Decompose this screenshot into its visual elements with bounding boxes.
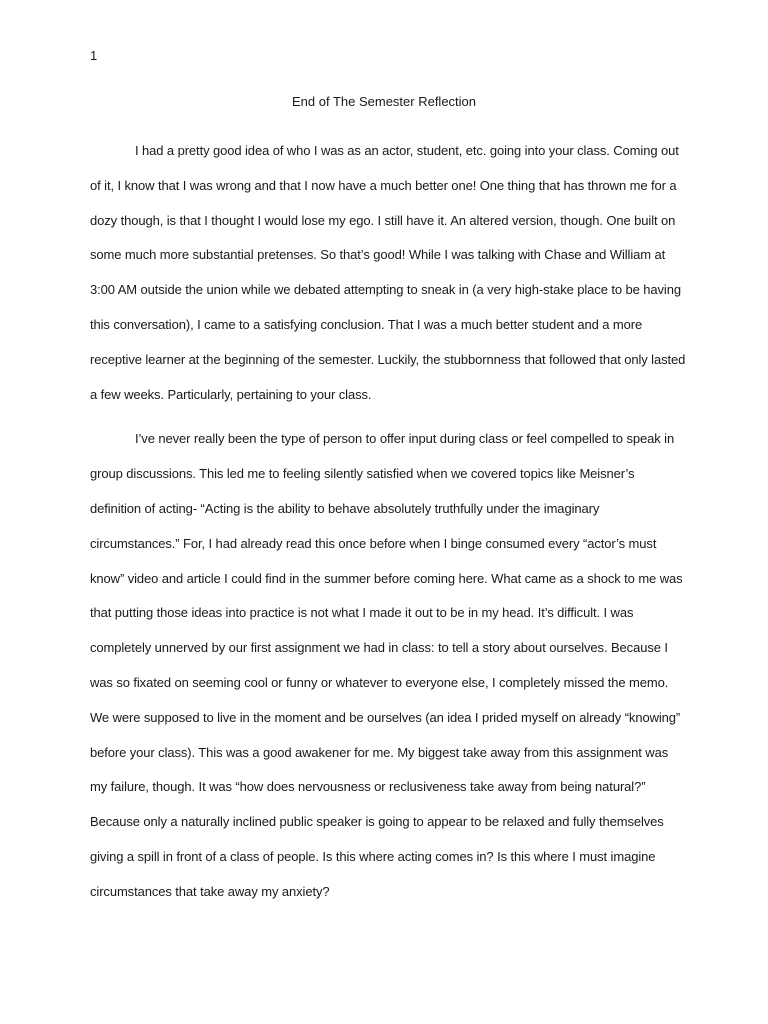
body-paragraph-2: I’ve never really been the type of person to offer input during class or feel compelled to speak in group discussions. This led me to feeling silently satisfied when we covered topics like Meisner’s definition of acting- “Acting is the ability to behave absolutely truthfully under the imaginary circumstances.” For, I had already read this once before when I binge consumed every “actor’s must know” video and article I could find in the summer before coming here. What came as a shock to me was that putting those ideas into practice is not what I made it out to be in my head. It’s difficult. I was completely unnerved by our first assignment we had in class: to tell a story about ourselves. Because I was so fixated on seeming cool or funny or whatever to everyone else, I completely missed the memo. We were supposed to live in the moment and be ourselves (an idea I prided myself on already “knowing” before your class). This was a good awakener for me. My biggest take away from this assignment was my failure, though. It was “how does nervousness or reclusiveness take away from being natural?” Because only a naturally inclined public speaker is going to appear to be relaxed and fully themselves giving a spill in front of a class of people. Is this where acting comes in? Is this where I must imagine circumstances that take away my anxiety? — [90, 431, 683, 899]
document-title: End of The Semester Reflection — [291, 94, 477, 109]
page-number: 1 — [90, 48, 98, 63]
body-paragraph-1: I had a pretty good idea of who I was as an actor, student, etc. going into your class. Coming out of it, I know that I was wrong and that I now have a much better one! One thing that has thrown me for a dozy though, is that I thought I would lose my ego. I still have it. An altered version, though. One built on some much more substantial pretenses. So that’s good! While I was talking with Chase and William at 3:00 AM outside the union while we debated attempting to sneak in (a very high-stake place to be having this conversation), I came to a satisfying conclusion. That I was a much better student and a more receptive learner at the beginning of the semester. Luckily, the stubbornness that followed that only lasted a few weeks. Particularly, pertaining to your class. — [90, 143, 686, 402]
document-body — [90, 134, 686, 920]
